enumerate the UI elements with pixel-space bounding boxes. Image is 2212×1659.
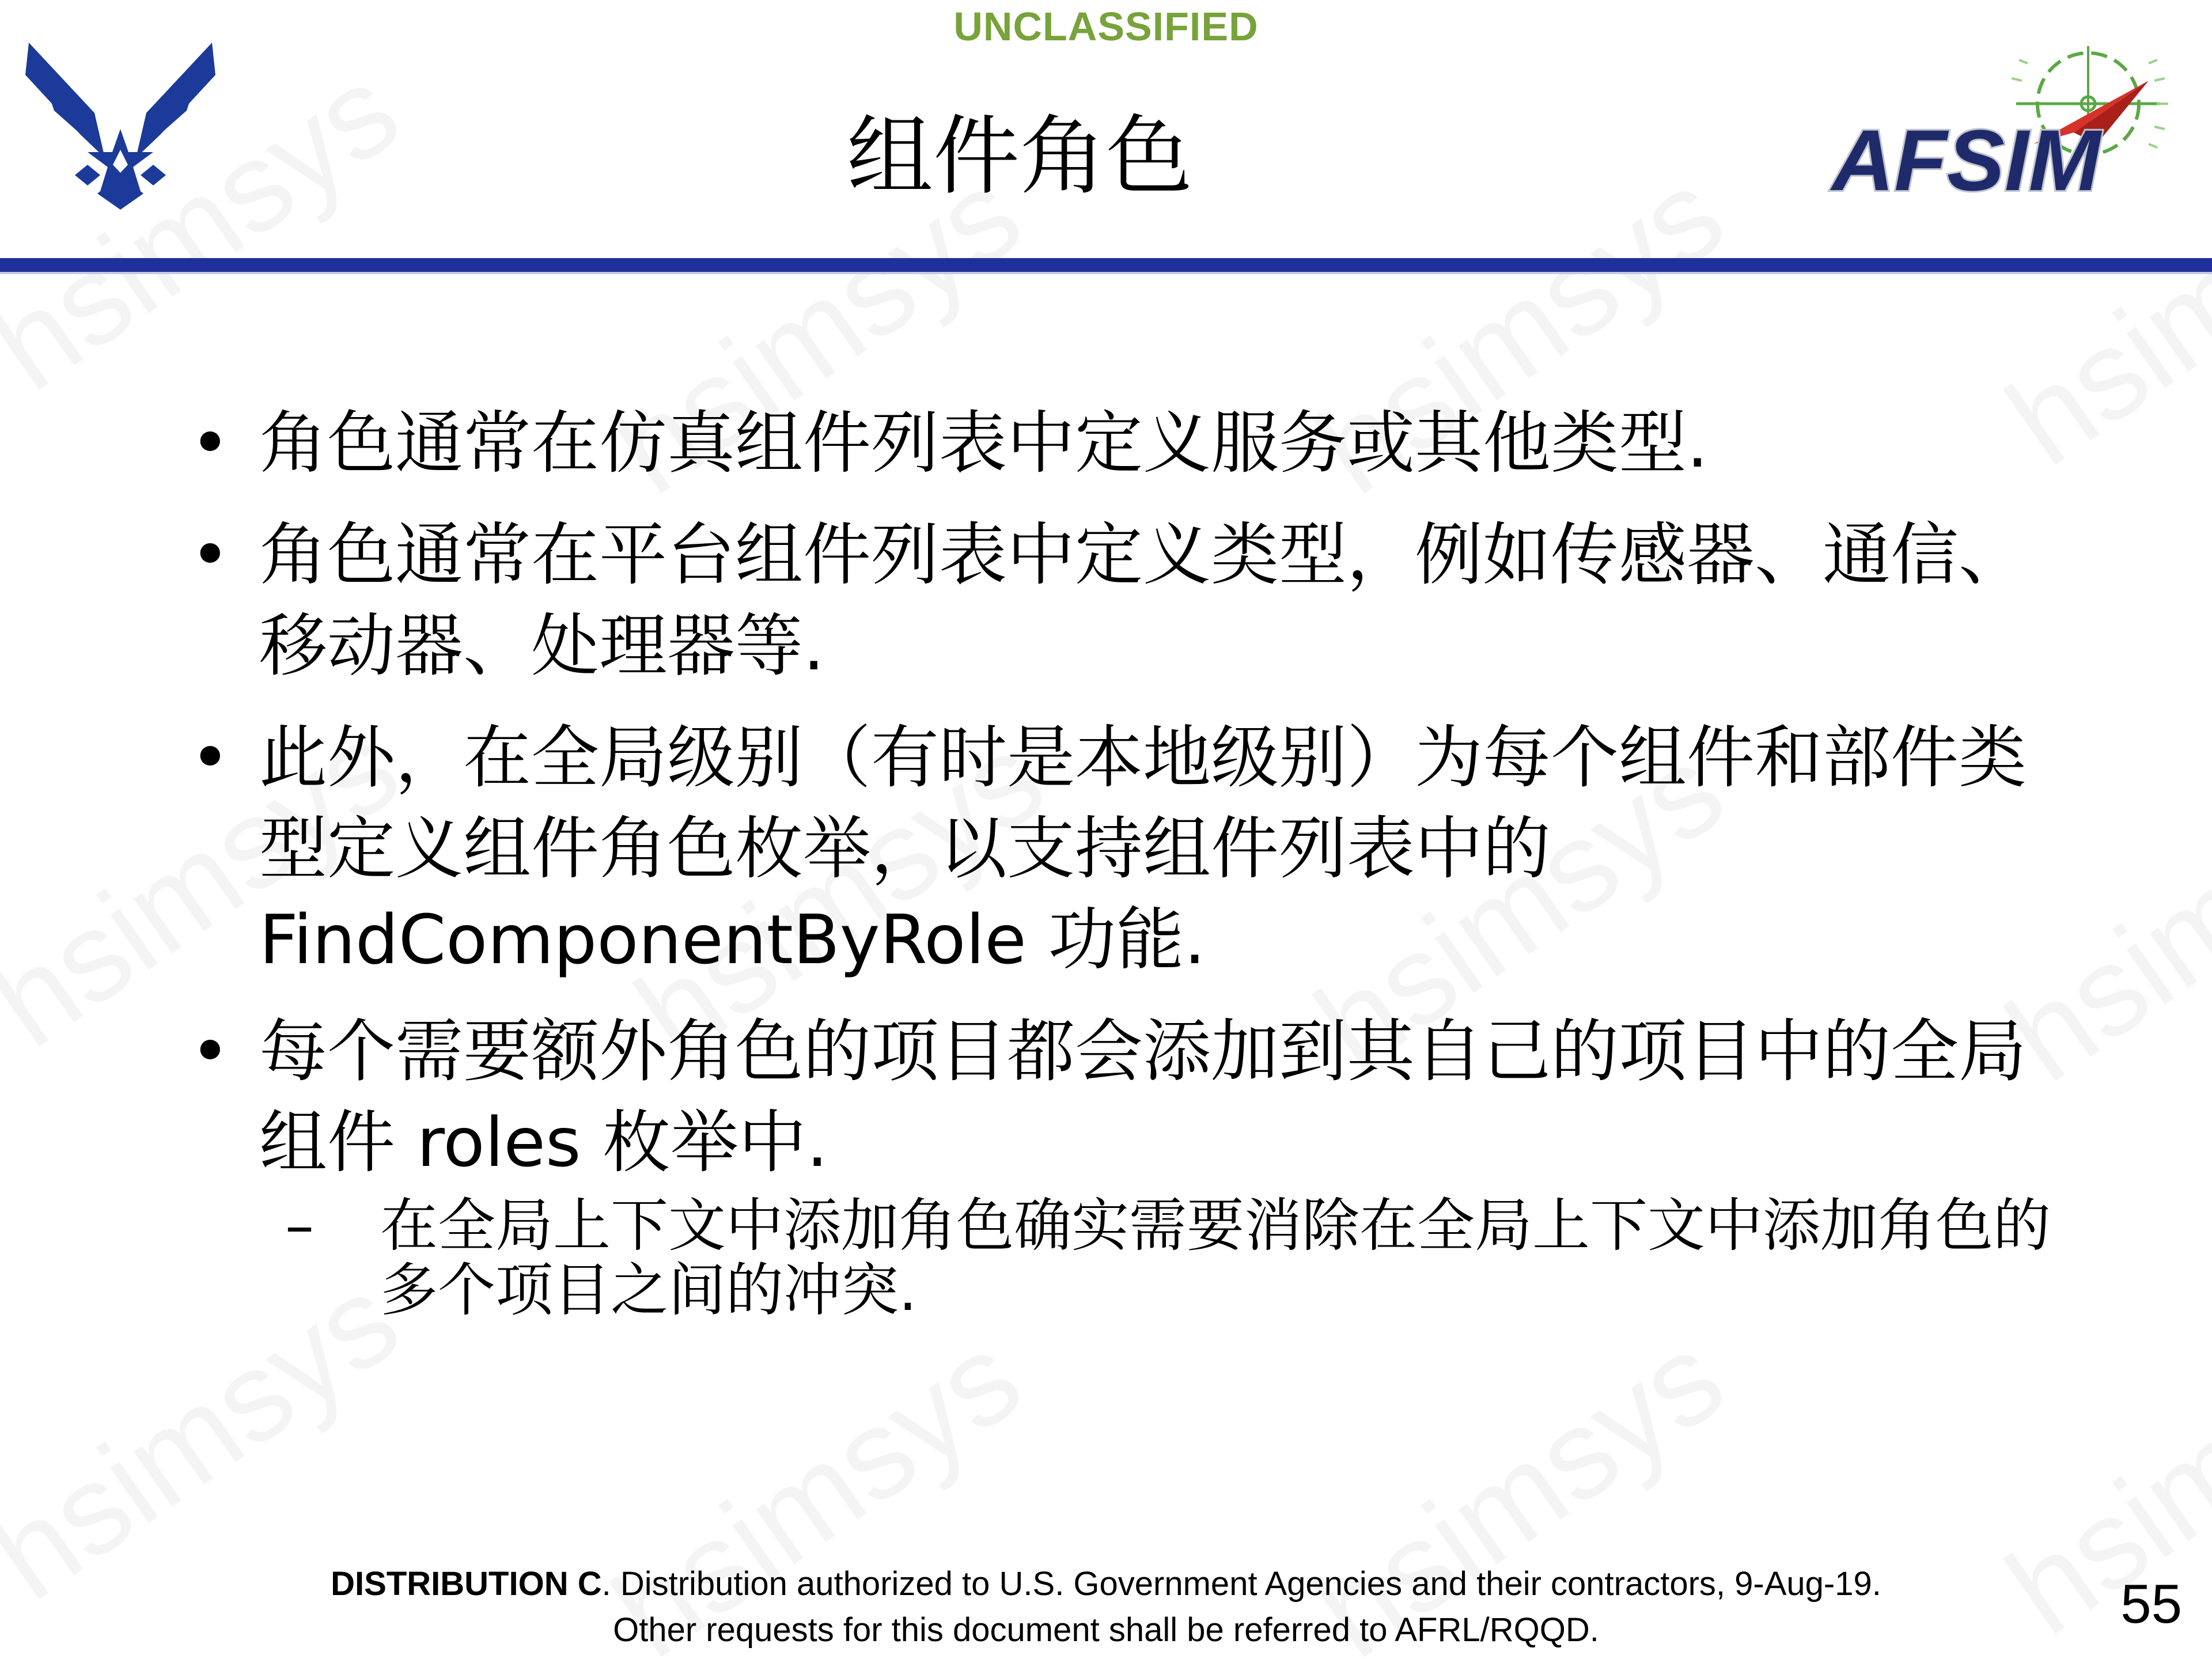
bullet-list	[190, 397, 2091, 1343]
bullet-text: 角色通常在平台组件列表中定义类型，例如传感器、通信、移动器、处理器等.	[259, 515, 2027, 685]
bullet-text: 此外，在全局级别（有时是本地级别）为每个组件和部件类型定义组件角色枚举，以支持组件列表中的 FindComponentByRole 功能.	[259, 718, 2027, 979]
air-force-logo-icon	[25, 37, 215, 210]
classification-banner: UNCLASSIFIED	[953, 4, 1259, 49]
title-divider	[0, 258, 2212, 274]
afsim-logo	[1826, 46, 2177, 213]
distribution-statement: . Distribution authorized to U.S. Government Agencies and their contractors, 9-Aug-19.	[601, 1565, 1881, 1603]
sub-list-item	[190, 1194, 2091, 1323]
sub-bullet-text: 在全局上下文中添加角色确实需要消除在全局上下文中添加角色的多个项目之间的冲突.	[380, 1192, 2051, 1324]
list-item	[190, 1006, 2091, 1323]
bullet-icon: •	[190, 1012, 230, 1091]
distribution-footer	[0, 1561, 2212, 1653]
bullet-icon: •	[190, 403, 230, 483]
afsim-logo-text: AFSIM	[1832, 112, 2101, 209]
footer-line-2: Other requests for this document shall be referred to AFRL/RQQD.	[613, 1611, 1599, 1649]
page-number: 55	[2120, 1573, 2182, 1635]
list-item	[190, 509, 2091, 691]
sub-bullet-marker: –	[285, 1192, 314, 1259]
bullet-text: 角色通常在仿真组件列表中定义服务或其他类型.	[259, 403, 1709, 483]
distribution-label: DISTRIBUTION C	[331, 1565, 602, 1603]
list-item	[190, 712, 2091, 985]
page-title: 组件角色	[846, 107, 1192, 207]
bullet-icon: •	[190, 515, 230, 594]
bullet-icon: •	[190, 718, 230, 797]
list-item	[190, 397, 2091, 488]
bullet-text: 每个需要额外角色的项目都会添加到其自己的项目中的全局组件 roles 枚举中.	[259, 1012, 2027, 1182]
footer-line-1	[0, 1561, 2212, 1607]
